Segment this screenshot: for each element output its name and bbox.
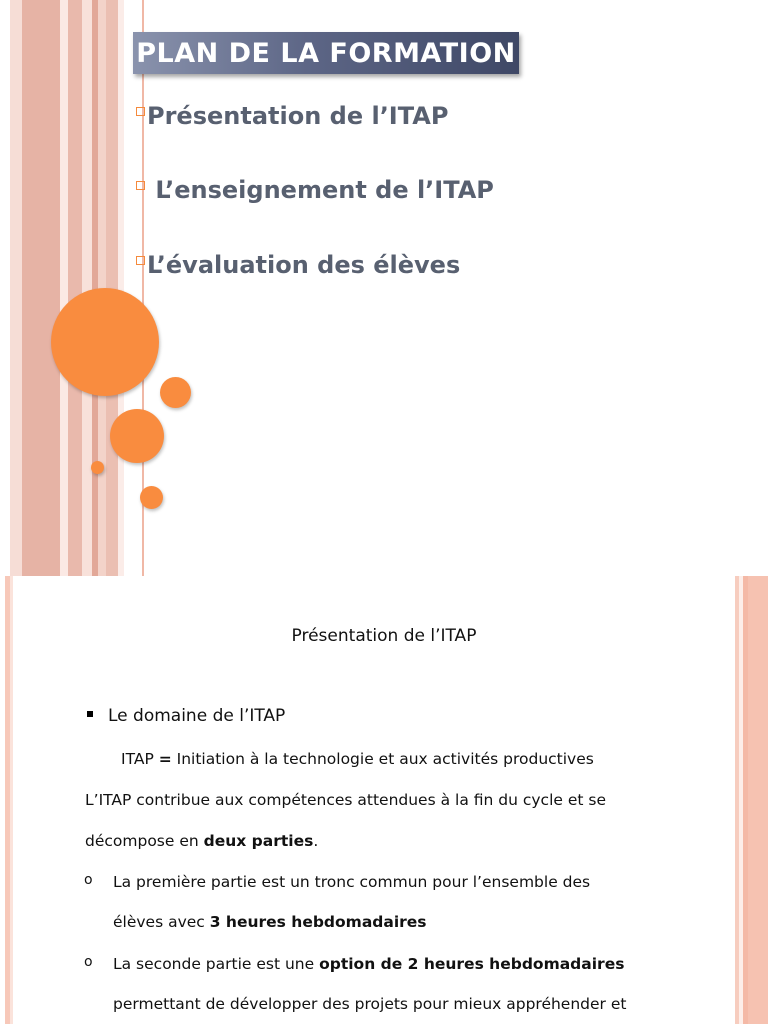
circle-bullet-icon: o	[84, 954, 93, 970]
plan-item-label: Présentation de l’ITAP	[147, 102, 449, 130]
itap-definition	[121, 750, 594, 768]
paragraph-line: L’ITAP contribue aux compétences attendues à la fin du cycle et se	[85, 791, 606, 809]
slide-title: PLAN DE LA FORMATION	[136, 38, 516, 69]
slide-title: Présentation de l’ITAP	[291, 626, 477, 646]
square-bullet-icon	[87, 711, 93, 717]
bullet-bold: option de 2 heures hebdomadaires	[319, 955, 625, 973]
plan-item-label: L’évaluation des élèves	[147, 251, 461, 279]
definition-text: Initiation à la technologie et aux activités productives	[171, 750, 594, 768]
large-orange-circle	[51, 288, 159, 396]
slide-presentation-itap	[0, 576, 768, 1024]
definition-acronym: ITAP	[121, 750, 159, 768]
left-decorative-stripes	[0, 0, 150, 576]
definition-equals: =	[158, 750, 172, 768]
square-bullet-icon	[136, 107, 145, 116]
paragraph-text: décompose en	[85, 832, 204, 850]
bullet-line	[113, 913, 427, 931]
paragraph-bold: deux parties	[203, 832, 314, 850]
small-orange-circle	[140, 486, 163, 509]
paragraph-line	[85, 832, 318, 850]
bullet-line: permettant de développer des projets pour mieux appréhender et	[113, 995, 627, 1013]
slide-title-banner	[133, 32, 519, 74]
bullet-line	[113, 955, 624, 973]
bullet-bold: 3 heures hebdomadaires	[209, 913, 427, 931]
bullet-text: élèves avec	[113, 913, 210, 931]
tiny-orange-circle	[91, 461, 104, 474]
section-heading: Le domaine de l’ITAP	[108, 706, 286, 726]
medium-orange-circle	[110, 409, 164, 463]
plan-item-enseignement	[136, 176, 494, 204]
bullet-text: La seconde partie est une	[113, 955, 320, 973]
plan-item-evaluation	[136, 251, 460, 279]
bullet-line: La première partie est un tronc commun pour l’ensemble des	[113, 873, 591, 891]
paragraph-text: .	[313, 832, 319, 850]
small-orange-circle	[160, 377, 191, 408]
plan-item-label: L’enseignement de l’ITAP	[147, 176, 494, 204]
circle-bullet-icon: o	[84, 872, 93, 888]
plan-item-presentation	[136, 102, 448, 130]
square-bullet-icon	[136, 256, 145, 265]
square-bullet-icon	[136, 181, 145, 190]
